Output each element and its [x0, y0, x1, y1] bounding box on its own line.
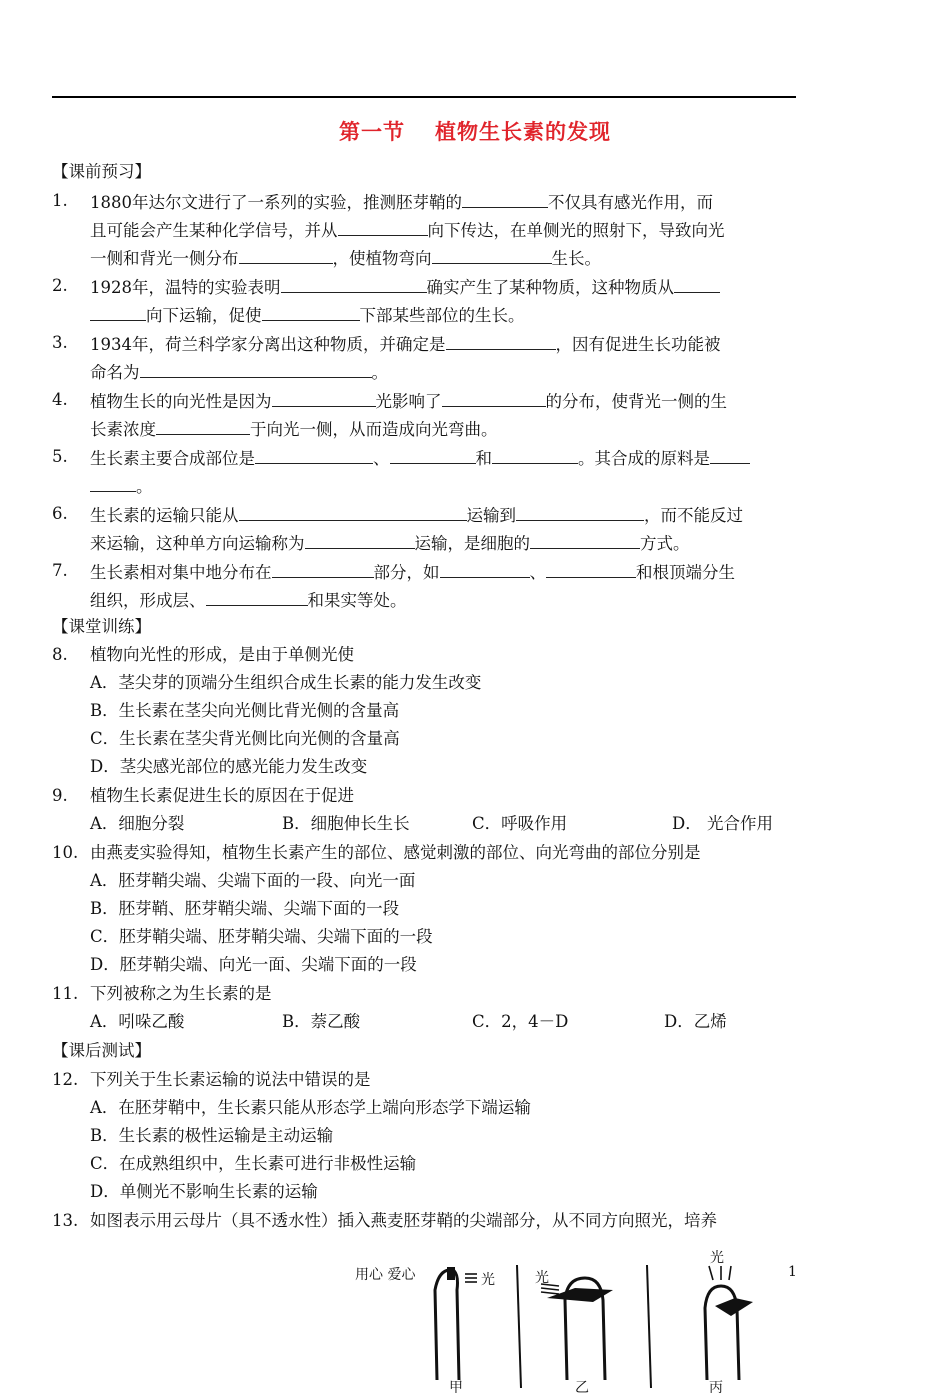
answer-blank[interactable] — [546, 559, 636, 578]
answer-blank[interactable] — [530, 530, 640, 549]
option-d: D．茎尖感光部位的感光能力发生改变 — [90, 757, 368, 776]
light-label: 光 — [481, 1272, 495, 1288]
answer-blank[interactable] — [255, 445, 373, 464]
question-7-line-2: 组织，形成层、 和果实等处。 — [90, 587, 407, 613]
answer-blank[interactable] — [390, 445, 476, 464]
question-3-line-2: 命名为 。 — [90, 359, 388, 385]
answer-blank[interactable] — [710, 445, 750, 464]
question-number: 6. — [52, 504, 68, 523]
answer-blank[interactable] — [262, 302, 360, 321]
light-label: 光 — [535, 1270, 549, 1286]
answer-blank[interactable] — [305, 530, 415, 549]
answer-blank[interactable] — [516, 502, 644, 521]
label-bing: 丙 — [709, 1380, 723, 1393]
question-1-line-2: 且可能会产生某种化学信号，并从 向下传达，在单侧光的照射下，导致向光 — [90, 217, 725, 243]
question-4-line-2: 长素浓度 于向光一侧，从而造成向光弯曲。 — [90, 416, 498, 442]
answer-blank[interactable] — [140, 359, 372, 378]
section-heading-test: 【课后测试】 — [52, 1041, 151, 1060]
coleoptile-bing — [705, 1266, 753, 1380]
question-number: 7. — [52, 561, 68, 580]
coleoptile-yi — [541, 1278, 613, 1380]
question-number: 9. — [52, 786, 68, 805]
answer-blank[interactable] — [156, 416, 250, 435]
question-number: 12. — [52, 1070, 79, 1089]
footer-slogan: 用心 爱心 — [355, 1267, 416, 1283]
option-b: B．萘乙酸 — [282, 1012, 361, 1031]
option-a: A．胚芽鞘尖端、尖端下面的一段、向光一面 — [90, 871, 416, 890]
label-yi: 乙 — [575, 1380, 589, 1393]
answer-blank[interactable] — [281, 274, 427, 293]
page-number: 1 — [788, 1264, 797, 1280]
title-section: 第一节 — [339, 120, 405, 144]
option-a: A．吲哚乙酸 — [90, 1012, 185, 1031]
label-jia: 甲 — [449, 1380, 463, 1393]
answer-blank[interactable] — [90, 302, 146, 321]
answer-blank[interactable] — [338, 217, 428, 236]
question-10-stem: 由燕麦实验得知，植物生长素产生的部位、感觉刺激的部位、向光弯曲的部位分别是 — [90, 843, 701, 862]
answer-blank[interactable] — [440, 559, 530, 578]
answer-blank[interactable] — [272, 388, 376, 407]
section-heading-classroom: 【课堂训练】 — [52, 617, 151, 636]
option-b: B．细胞伸长生长 — [282, 814, 410, 833]
title-topic: 植物生长素的发现 — [435, 120, 611, 144]
answer-blank[interactable] — [462, 189, 548, 208]
question-13-stem: 如图表示用云母片（具不透水性）插入燕麦胚芽鞘的尖端部分，从不同方向照光，培养 — [90, 1211, 717, 1230]
divider-line — [517, 1265, 521, 1388]
answer-blank[interactable] — [272, 559, 374, 578]
divider-line — [647, 1265, 651, 1388]
option-b: B．胚芽鞘、胚芽鞘尖端、尖端下面的一段 — [90, 899, 400, 918]
question-11-stem: 下列被称之为生长素的是 — [90, 984, 272, 1003]
light-label: 光 — [710, 1250, 724, 1266]
question-2-line-2: 向下运输，促使 下部某些部位的生长。 — [90, 302, 525, 328]
answer-blank[interactable] — [432, 245, 552, 264]
answer-blank[interactable] — [446, 331, 556, 350]
question-5-line-1: 生长素主要合成部位是 、 和 。其合成的原料是 — [90, 445, 750, 471]
question-4-line-1: 植物生长的向光性是因为 光影响了 的分布，使背光一侧的生 — [90, 388, 727, 414]
question-number: 1. — [52, 191, 68, 210]
question-number: 4. — [52, 390, 68, 409]
question-3-line-1: 1934年，荷兰科学家分离出这种物质，并确定是 ，因有促进生长功能被 — [90, 331, 721, 357]
answer-blank[interactable] — [442, 388, 546, 407]
coleoptile-jia — [435, 1267, 477, 1380]
answer-blank[interactable] — [206, 587, 308, 606]
coleoptile-figure — [425, 1250, 805, 1393]
option-c: C．在成熟组织中，生长素可进行非极性运输 — [90, 1154, 417, 1173]
option-d: D．胚芽鞘尖端、向光一面、尖端下面的一段 — [90, 955, 417, 974]
header-rule — [52, 96, 796, 98]
question-number: 11. — [52, 984, 79, 1003]
answer-blank[interactable] — [239, 245, 333, 264]
question-number: 2. — [52, 276, 68, 295]
question-number: 5. — [52, 447, 68, 466]
question-5-line-2: 。 — [90, 473, 153, 499]
question-1-line-1: 1880年达尔文进行了一系列的实验，推测胚芽鞘的 不仅具有感光作用，而 — [90, 189, 713, 215]
question-9-stem: 植物生长素促进生长的原因在于促进 — [90, 786, 354, 805]
option-d: D．乙烯 — [664, 1012, 727, 1031]
answer-blank[interactable] — [492, 445, 578, 464]
page-title — [0, 116, 950, 146]
question-number: 3. — [52, 333, 68, 352]
question-2-line-1: 1928年，温特的实验表明 确实产生了某种物质，这种物质从 — [90, 274, 720, 300]
question-1-line-3: 一侧和背光一侧分布 ，使植物弯向 生长。 — [90, 245, 601, 271]
answer-blank[interactable] — [239, 502, 467, 521]
option-c: C．呼吸作用 — [472, 814, 568, 833]
option-d: D．单侧光不影响生长素的运输 — [90, 1182, 318, 1201]
question-12-stem: 下列关于生长素运输的说法中错误的是 — [90, 1070, 371, 1089]
option-a: A．细胞分裂 — [90, 814, 185, 833]
question-number: 13. — [52, 1211, 79, 1230]
option-c: C．2，4－D — [472, 1012, 569, 1031]
option-c: C．生长素在茎尖背光侧比向光侧的含量高 — [90, 729, 400, 748]
question-number: 10. — [52, 843, 79, 862]
question-6-line-2: 来运输，这种单方向运输称为 运输，是细胞的 方式。 — [90, 530, 690, 556]
option-d: D． 光合作用 — [672, 814, 773, 833]
option-a: A．在胚芽鞘中，生长素只能从形态学上端向形态学下端运输 — [90, 1098, 531, 1117]
question-7-line-1: 生长素相对集中地分布在 部分，如 、 和根顶端分生 — [90, 559, 735, 585]
option-b: B．生长素在茎尖向光侧比背光侧的含量高 — [90, 701, 400, 720]
section-heading-preview: 【课前预习】 — [52, 162, 151, 181]
option-b: B．生长素的极性运输是主动运输 — [90, 1126, 334, 1145]
option-c: C．胚芽鞘尖端、胚芽鞘尖端、尖端下面的一段 — [90, 927, 433, 946]
answer-blank[interactable] — [90, 473, 136, 492]
option-a: A．茎尖芽的顶端分生组织合成生长素的能力发生改变 — [90, 673, 482, 692]
answer-blank[interactable] — [674, 274, 720, 293]
question-6-line-1: 生长素的运输只能从 运输到 ，而不能反过 — [90, 502, 743, 528]
question-8-stem: 植物向光性的形成，是由于单侧光使 — [90, 645, 354, 664]
question-number: 8. — [52, 645, 68, 664]
